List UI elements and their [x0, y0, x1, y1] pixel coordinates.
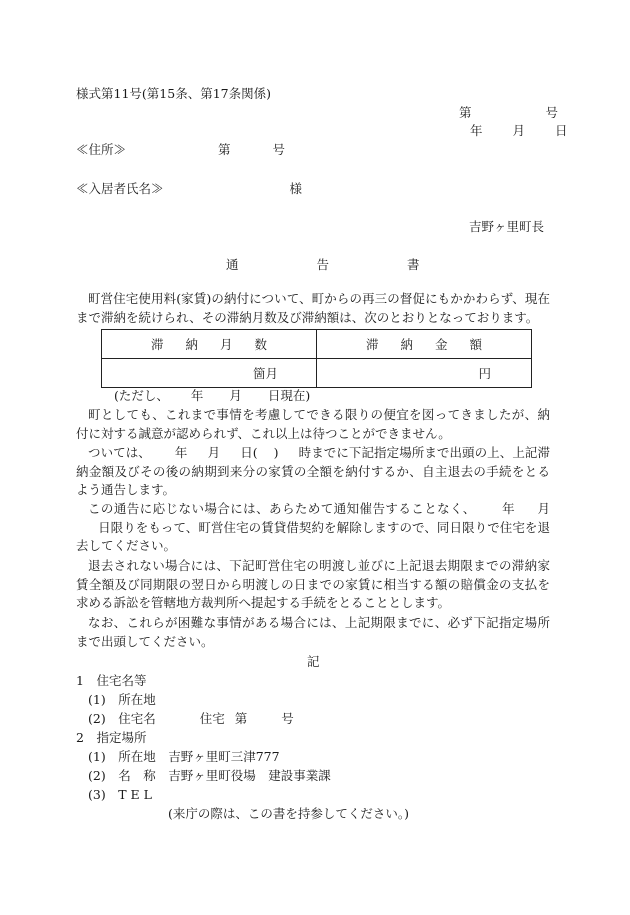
item-1-2: (2) 住宅名 住宅 第 号 [88, 711, 294, 726]
note-month: 月 [229, 388, 242, 403]
issue-date [470, 122, 567, 140]
paragraph-4: 退去されない場合には、下記町営住宅の明渡し並びに上記退去期限までの滞納家賃全額及び同期限の翌日から明渡しの日までの家賃に相当する額の賠償金の支払を求める訴訟を管轄地方裁判所へ提起する手続をとることとします。 [76, 558, 550, 611]
resident-label: ≪入居者氏名≫ [76, 181, 164, 196]
title-char-1: 通 [226, 257, 239, 272]
amount-cell: 円 [317, 359, 532, 388]
months-cell: 箇月 [102, 359, 317, 388]
form-number: 様式第11号(第15条、第17条関係) [76, 86, 271, 101]
date-month: 月 [512, 123, 525, 138]
section-1: 1 住宅名等 [76, 673, 147, 688]
paragraph-1: 町としても、これまで事情を考慮してできる限りの便宜を図ってきましたが、納付に対する誠意が認められず、これ以上は待つことができません。 [76, 407, 550, 441]
table-header-row [102, 330, 532, 359]
address-label: ≪住所≫ [76, 142, 127, 157]
item-1-1: (1) 所在地 [88, 692, 156, 707]
address-line [76, 141, 285, 159]
as-of-note [114, 387, 310, 405]
intro-paragraph: 町営住宅使用料(家賃)の納付について、町からの再三の督促にもかかわらず、現在まで滞納を続けられ、その滞納月数及び滞納額は、次のとおりとなっております。 [76, 291, 550, 325]
amount-header: 滞 納 金 額 [317, 330, 532, 359]
footer-note: (来庁の際は、この書を持参してください。) [168, 806, 410, 821]
months-header: 滞 納 月 数 [102, 330, 317, 359]
address-go: 号 [272, 142, 285, 157]
ki-heading: 記 [307, 654, 320, 669]
document-title [226, 256, 419, 274]
date-day: 日 [554, 123, 568, 138]
item-2-1: (1) 所在地 吉野ヶ里町三津777 [88, 749, 280, 764]
item-2-3: (3) T E L [88, 787, 152, 802]
paragraph-2: ついては、 年 月 日( ) 時までに下記指定場所まで出頭の上、上記滞納金額及びその後の納期到来分の家賃の全額を納付するか、自主退去の手続をとるよう通告します。 [76, 445, 550, 498]
table-value-row [102, 359, 532, 388]
paragraph-5: なお、これらが困難な事情がある場合には、上記期限までに、必ず下記指定場所まで出頭してください。 [76, 615, 550, 649]
title-char-3: 書 [406, 257, 420, 272]
title-char-2: 告 [316, 257, 329, 272]
issuer: 吉野ヶ里町長 [469, 219, 545, 234]
doc-number [459, 104, 558, 122]
note-open: (ただし、 [114, 388, 169, 403]
note-close: 日現在) [267, 388, 311, 403]
resident-honorific: 様 [289, 181, 302, 196]
paragraph-3: この通告に応じない場合には、あらためて通知催告することなく、 年 月日限りをもって、町営住宅の賃貸借契約を解除しますので、同日限りで住宅を退去してください。 [76, 501, 550, 554]
date-year: 年 [470, 123, 483, 138]
item-2-2: (2) 名 称 吉野ヶ里町役場 建設事業課 [88, 768, 331, 783]
doc-number-prefix: 第 [459, 105, 472, 120]
section-2: 2 指定場所 [76, 730, 147, 745]
note-year: 年 [190, 388, 204, 403]
arrears-table [101, 329, 532, 388]
resident-line [76, 180, 302, 198]
doc-number-suffix: 号 [545, 105, 558, 120]
address-dai: 第 [217, 142, 231, 157]
